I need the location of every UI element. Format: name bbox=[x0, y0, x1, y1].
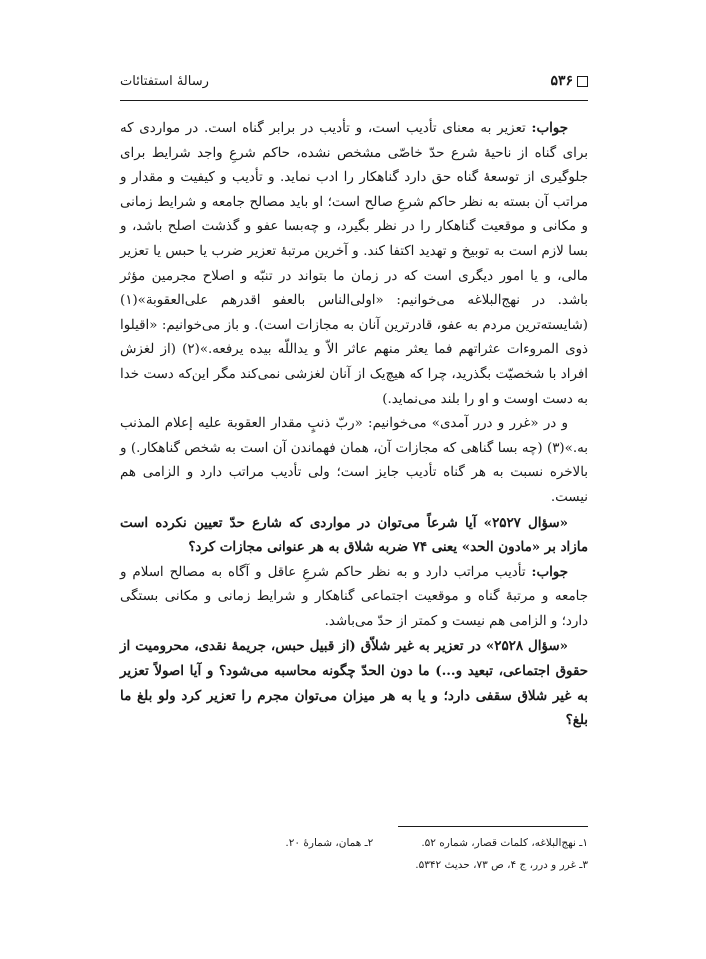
body-text bbox=[120, 116, 588, 733]
footnote-rule bbox=[398, 826, 588, 827]
square-bullet-icon bbox=[577, 76, 588, 87]
header-rule bbox=[120, 100, 588, 101]
footnote-1: ۱ـ نهج‌البلاغه، کلمات قصار، شماره ۵۲. bbox=[421, 837, 588, 849]
answer-text: تعزیر به معنای تأدیب است، و تأدیب در برابر گناه است. در مواردی که برای گناه از ناحیهٔ شرع حدّ خاصّی مشخص نشده، حاکم شرعِ واجد شرایط برای جلوگیری از توسعهٔ گناه حق دارد گناهکار را ادب نماید. و تأدیب و کیفیت و مقدار و مراتب آن بسته به نظر حاکم شرعِ صالح است؛ او باید مصالح جامعه و شرایط زمانی و مکانی و موقعیت گناهکار را در نظر بگیرد، و چه‌بسا عفو و گذشت اصلح باشد، و بسا لازم است به توبیخ و تهدید اکتفا کند. و آخرین مرتبهٔ تعزیر ضرب یا حبس یا تعزیر مالی، و یا امور دیگری است که در زمان ما بتواند در تنبّه و اصلاح مجرمین مؤثر باشد. در نهج‌البلاغه می‌خوانیم: «اولی‌الناس بالعفو اقدرهم علی‌العقوبة»(۱) (شایسته‌ترین مردم به عفو، قادرترین آنان به مجازات است). و باز می‌خوانیم: «اقیلوا ذوی المروءات عثراتهم فما یعثر منهم عاثر الاّ و یداللّه بیده یرفعه.»(۲) (از لغزش افراد با شخصیّت بگذرید، چرا که هیچ‌یک از آنان لغزشی نمی‌کند مگر این‌که دست خدا به دست اوست و او را بلند می‌نماید.) bbox=[120, 121, 588, 407]
quote-paragraph: و در «غرر و درر آمدی» می‌خوانیم: «ربّ ذنبٍ مقدار العقوبة علیه إعلام المذنب به.»(۳) (چه بسا گناهی که مجازات آن، همان فهماندن آن است به شخص گناهکار.) و بالاخره نسبت به هر گناه تأدیب جایز است؛ ولی تأدیب مراتب دارد و الزامی هم نیست. bbox=[120, 416, 588, 505]
page-header bbox=[120, 73, 588, 89]
page-number bbox=[550, 73, 588, 89]
page-number-text: ۵۳۶ bbox=[550, 73, 573, 89]
answer-paragraph bbox=[120, 560, 588, 635]
answer-text: تأدیب مراتب دارد و به نظر حاکم شرعِ عاقل و آگاه به مصالح اسلام و جامعه و مرتبهٔ گناه و موقعیت اجتماعی گناهکار و شرایط زمانی و مکانی بستگی دارد؛ و الزامی هم نیست و کمتر از حدّ می‌باشد. bbox=[120, 564, 588, 629]
answer-label: جواب: bbox=[531, 563, 568, 580]
running-title: رسالهٔ استفتائات bbox=[120, 73, 209, 89]
answer-paragraph bbox=[120, 116, 588, 412]
footnote-2: ۲ـ همان، شمارهٔ ۲۰. bbox=[285, 837, 374, 849]
question-2527: «سؤال ۲۵۲۷» آیا شرعاً می‌توان در مواردی که شارع حدّ تعیین نکرده است مازاد بر «مادون الحد» یعنی ۷۴ ضربه شلاق به هر عنوانی مجازات کرد؟ bbox=[120, 514, 588, 556]
footnotes bbox=[120, 832, 588, 876]
footnote-3: ۳ـ غرر و درر، ج ۴، ص ۷۳، حدیث ۵۳۴۲. bbox=[415, 859, 588, 871]
answer-label: جواب: bbox=[531, 120, 568, 136]
question-2528: «سؤال ۲۵۲۸» در تعزیر به غیر شلاّق (از قبیل حبس، جریمهٔ نقدی، محرومیت از حقوق اجتماعی، تبعید و...) ما دون الحدّ چگونه محاسبه می‌شود؟ و آیا اصولاً تعزیر به غیر شلاق سقفی دارد؛ و یا به هر میزان می‌توان مجرم را تعزیر کرد ولو بلغ ما بلغ؟ bbox=[120, 638, 588, 729]
footnote-row bbox=[120, 832, 588, 854]
